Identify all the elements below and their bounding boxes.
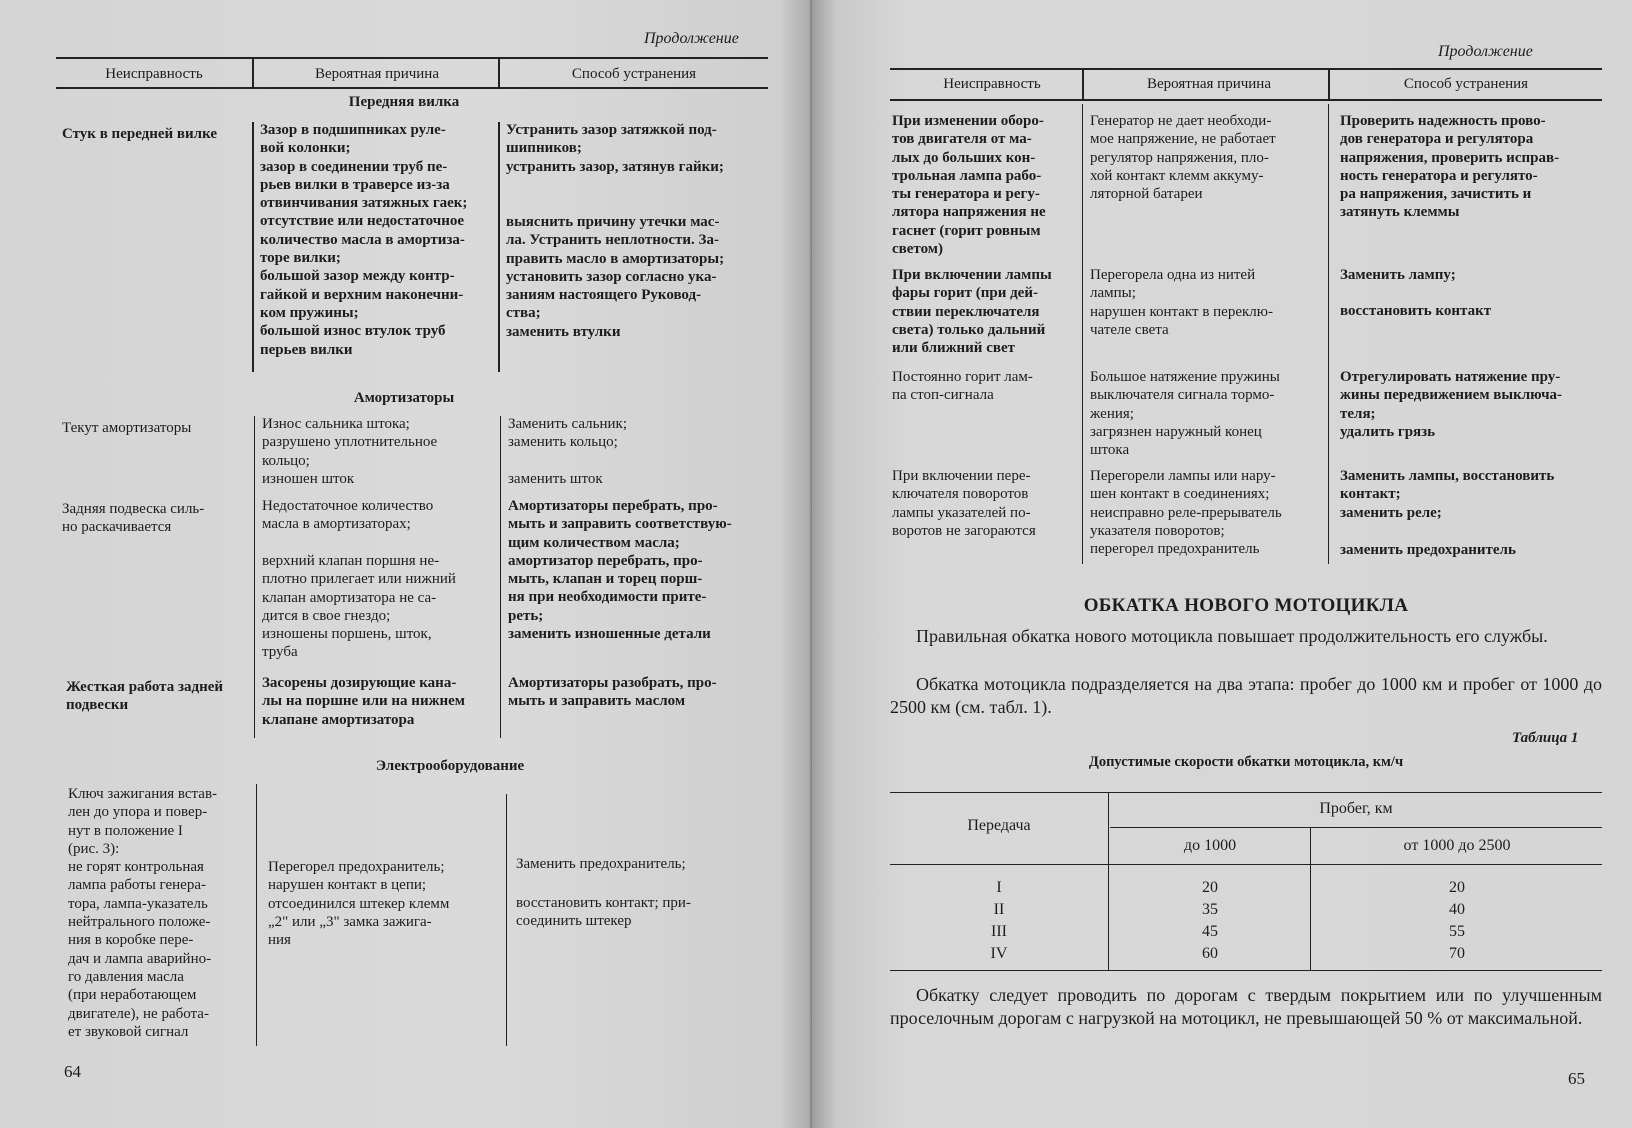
table-caption: Допустимые скорости обкатки мотоцикла, км/ч [1088,754,1404,770]
column-divider [256,784,257,1046]
table-divider [1108,792,1109,970]
fix-cell: заменить предохранитель [1340,542,1516,558]
fix-cell: Заменить лампы, восстановить контакт; заменить реле; [1340,468,1555,521]
fix-cell: выяснить причину утечки мас- ла. Устранить неплотности. За- править масло в амортизаторы; установить зазор согласно ука- заниям настоящего Руковод- ства; заменить втулки [506,214,725,340]
table-cell-speed: 55 [1449,923,1465,940]
header-divider [1328,69,1330,99]
table-cell-speed: 20 [1449,879,1465,896]
table-column-b [1312,877,1602,965]
page-64 [0,0,812,1128]
table-cell-speed: 20 [1202,879,1218,896]
cause-cell: Генератор не дает необходи- мое напряжение, не работает регулятор напряжения, пло- хой контакт клемм аккуму- ляторной батареи [1090,113,1276,203]
table-reference: Таблица 1 [1512,730,1579,746]
table-cell-speed: 40 [1449,901,1465,918]
column-divider [506,794,507,1046]
table-rule [890,970,1602,971]
fix-cell: Амортизаторы перебрать, про- мыть и заправить соответствую- щим количеством масла; амортизатор перебрать, про- мыть, клапан и торец порш- ня при необходимости прите- реть; заменить изношенные детали [508,498,732,643]
table-header-run: Пробег, км [1319,800,1393,817]
section-electrical: Электрооборудование [375,758,525,774]
cause-cell: Износ сальника штока; разрушено уплотнительное кольцо; изношен шток [262,416,438,487]
column-divider [1082,104,1083,564]
fix-cell: восстановить контакт [1340,303,1492,319]
page-number: 65 [1568,1069,1585,1088]
header-fix: Способ устранения [1403,76,1529,92]
cause-cell: Перегорел предохранитель; нарушен контакт в цепи; отсоединился штекер клемм „2" или „3" замка зажига- ния [268,859,450,949]
header-fault: Неисправность [105,66,203,82]
table-header-col-a: до 1000 [1183,837,1237,854]
fix-cell: восстановить контакт; при- соединить штекер [516,895,691,930]
fix-cell: Заменить сальник; заменить кольцо; заменить шток [508,416,627,487]
header-divider [1082,69,1084,99]
fault-cell: При изменении оборо- тов двигателя от ма- лых до больших кон- трольная лампа рабо- ты генератора и регу- лятора напряжения не гаснет (горит ровным светом) [892,113,1046,258]
table-top-rule [56,57,768,59]
table-cell-speed: 45 [1202,923,1218,940]
table-rule [890,864,1602,865]
table-cell-speed: 60 [1202,945,1218,962]
fault-cell: Текут амортизаторы [62,420,192,436]
column-divider [252,122,254,372]
page-number: 64 [64,1062,81,1081]
cause-cell: Перегорели лампы или нару- шен контакт в соединениях; неисправно реле-прерыватель указателя поворотов; перегорел предохранитель [1090,468,1282,558]
table-cell-gear: I [996,879,1002,896]
continued-label: Продолжение [644,30,739,47]
fix-cell: Устранить зазор затяжкой под- шипников; устранить зазор, затянув гайки; [506,122,724,175]
table-cell-speed: 70 [1449,945,1465,962]
fault-cell: Ключ зажигания встав- лен до упора и повер- нут в положение I (рис. 3): не горят контрольная лампа работы генера- тора, лампа-указатель нейтрального положе- ния в коробке пере- дач и лампа аварийно- го давления масла (при неработающем двигателе), не работа- ет звуковой сигнал [68,786,218,1040]
fault-cell: При включении лампы фары горит (при дей- ствии переключателя света) только дальний или ближний свет [892,267,1052,357]
paragraph: Обкатка мотоцикла подразделяется на два этапа: пробег до 1000 км и пробег от 1000 до 2500 км (см. табл. 1). [890,674,1602,717]
cause-cell: Зазор в подшипниках руле- вой колонки; зазор в соединении труб пе- рьев вилки в траверсе из-за отвинчивания затяжных гаек; отсутствие или недостаточное количество масла в амортиза- торе вилки; большой зазор между контр- гайкой и верхним наконечни- ком пружины; большой износ втулок труб перьев вилки [260,122,468,358]
fix-cell: Амортизаторы разобрать, про- мыть и заправить маслом [508,675,717,710]
fix-cell: Отрегулировать натяжение пру- жины передвижением выключа- теля; удалить грязь [1340,369,1563,440]
page-65 [812,0,1632,1128]
paragraph: Правильная обкатка нового мотоцикла повышает продолжительность его службы. [916,626,1548,646]
column-divider [1328,104,1329,564]
table-cell-gear: IV [990,945,1008,962]
fix-cell: Проверить надежность прово- дов генератора и регулятора напряжения, проверить исправ- ность генератора и регулято- ра напряжения, зачистить и затянуть клеммы [1340,113,1560,221]
column-divider [254,416,255,738]
header-cause: Вероятная причина [1147,76,1271,92]
header-divider [498,58,500,88]
table-cell-speed: 35 [1202,901,1218,918]
fault-cell: При включении пере- ключателя поворотов лампы указателей по- воротов не загораются [892,468,1036,539]
fix-cell: Заменить лампу; [1340,267,1456,283]
column-divider [500,416,501,738]
cause-cell: Засорены дозирующие кана- лы на поршне или на нижнем клапане амортизатора [262,675,465,728]
cause-cell: Перегорела одна из нитей лампы; нарушен контакт в переклю- чателе света [1090,267,1273,338]
fault-cell: Стук в передней вилке [62,126,218,142]
section-shock-absorbers: Амортизаторы [353,390,455,406]
column-divider [498,122,500,372]
paragraph: Обкатку следует проводить по дорогам с твердым покрытием или по улучшенным проселочным дорогам с нагрузкой на мотоцикл, не превышающей 50 % от максимальной. [890,985,1602,1028]
section-front-fork: Передняя вилка [348,94,460,110]
table-divider [1310,828,1311,970]
table-column-gears [890,877,1108,965]
table-top-rule [890,68,1602,70]
header-cause: Вероятная причина [315,66,439,82]
table-cell-gear: II [993,901,1005,918]
table-header-col-b: от 1000 до 2500 [1403,837,1511,854]
table-header-gear: Передача [967,817,1031,834]
fault-cell: Жесткая работа задней подвески [66,679,224,714]
table-cell-gear: III [991,923,1007,940]
cause-cell: Большое натяжение пружины выключателя сигнала тормо- жения; загрязнен наружный конец штока [1090,369,1280,459]
header-bottom-rule [56,87,768,89]
section-heading: ОБКАТКА НОВОГО МОТОЦИКЛА [1083,595,1409,616]
header-divider [252,58,254,88]
header-fault: Неисправность [943,76,1041,92]
table-column-a [1110,877,1310,965]
fault-cell: Постоянно горит лам- па стоп-сигнала [892,369,1033,404]
table-rule [1110,827,1602,828]
fault-cell: Задняя подвеска силь- но раскачивается [62,501,205,536]
header-fix: Способ устранения [571,66,697,82]
table-rule [890,792,1602,793]
header-bottom-rule [890,99,1602,101]
continued-label: Продолжение [1438,43,1533,60]
cause-cell: Недостаточное количество масла в амортизаторах; [262,498,434,533]
fix-cell: Заменить предохранитель; [516,856,686,872]
cause-cell: верхний клапан поршня не- плотно прилегает или нижний клапан амортизатора не са- дится в свое гнездо; изношены поршень, шток, труба [262,553,456,661]
